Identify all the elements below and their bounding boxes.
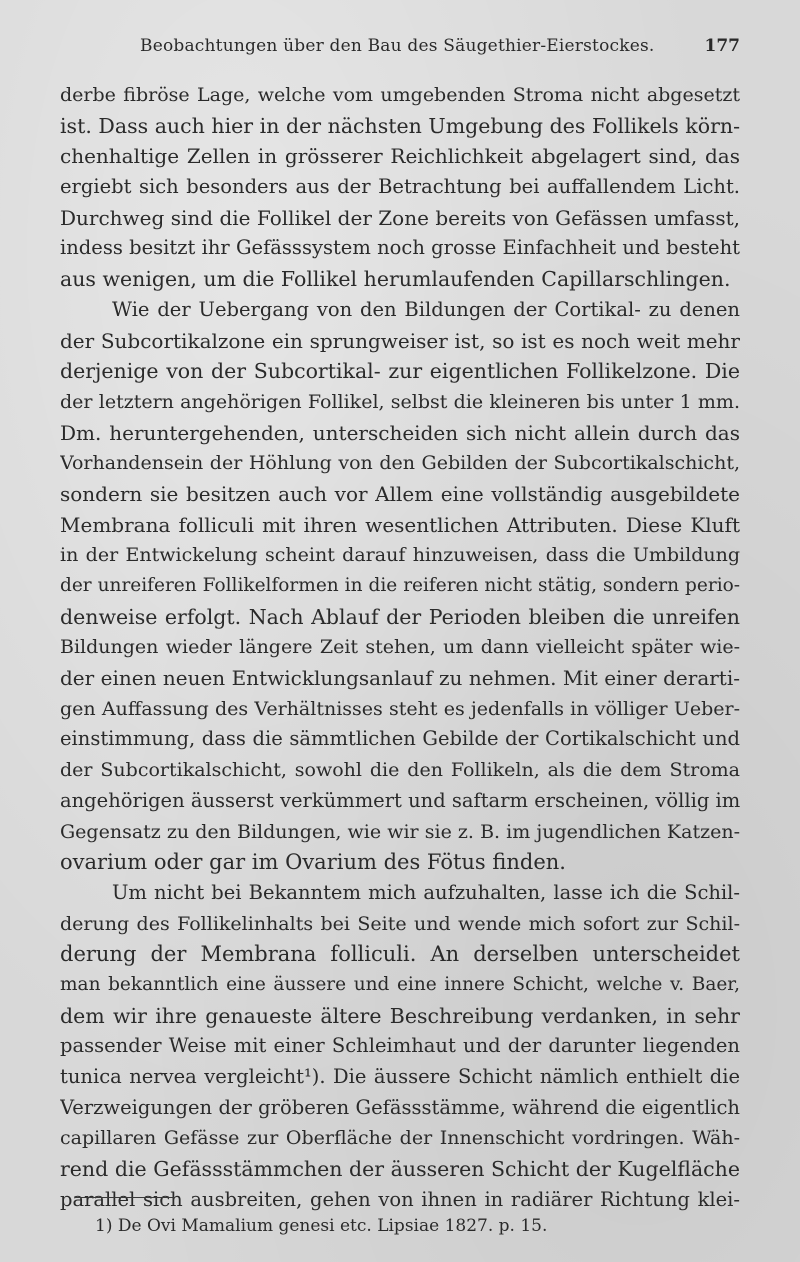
text-line: parallel sich ausbreiten, gehen von ihnen in radiärer Richtung klei- [60,1187,740,1211]
text-line: capillaren Gefässe zur Oberfläche der Innenschicht vordringen. Wäh- [60,1127,740,1150]
text-line: aus wenigen, um die Follikel herumlaufenden Capillarschlingen. [60,267,731,292]
text-line: Wie der Uebergang von den Bildungen der Cortikal- zu denen [112,297,740,321]
text-line: derung der Membrana folliculi. An derselben unterscheidet [60,942,740,967]
page-number: 177 [704,36,740,56]
text-line: passender Weise mit einer Schleimhaut und der darunter liegenden [60,1034,740,1058]
text-line: derjenige von der Subcortikal- zur eigentlichen Follikelzone. Die [60,359,740,384]
text-line: indess besitzt ihr Gefässsystem noch grosse Einfachheit und besteht [60,236,740,260]
text-line: der Subcortikalzone ein sprungweiser ist, so ist es noch weit mehr [60,328,740,353]
text-line: man bekanntlich eine äussere und eine innere Schicht, welche v. Baer, [60,973,740,995]
text-line: der einen neuen Entwicklungsanlauf zu nehmen. Mit einer derarti- [60,666,740,691]
text-line: Durchweg sind die Follikel der Zone bereits von Gefässen umfasst, [60,205,740,230]
text-line: der letztern angehörigen Follikel, selbst die kleineren bis unter 1 mm. [60,390,740,413]
text-line: der Subcortikalschicht, sowohl die den Follikeln, als die dem Stroma [60,759,740,782]
text-line: einstimmung, dass die sämmtlichen Gebilde der Cortikalschicht und [60,727,740,751]
text-line: chenhaltige Zellen in grösserer Reichlichkeit abgelagert sind, das [60,144,740,169]
text-line: Gegensatz zu den Bildungen, wie wir sie z. B. im jugendlichen Katzen- [60,820,740,843]
text-line: denweise erfolgt. Nach Ablauf der Perioden bleiben die unreifen [60,604,740,629]
text-line: Verzweigungen der gröberen Gefässstämme, während die eigentlich [60,1095,740,1119]
text-line: tunica nervea vergleicht¹). Die äussere Schicht nämlich enthielt die [60,1065,740,1088]
footnote-divider [75,1197,175,1198]
text-line: Bildungen wieder längere Zeit stehen, um dann vielleicht später wie- [60,636,740,659]
running-header-title: Beobachtungen über den Bau des Säugethier-Eierstockes. [140,36,655,56]
running-header [60,34,740,62]
text-line: der unreiferen Follikelformen in die reiferen nicht stätig, sondern perio- [60,575,740,596]
text-line: sondern sie besitzen auch vor Allem eine vollständig ausgebildete [60,481,740,506]
text-line: rend die Gefässstämmchen der äusseren Schicht der Kugelfläche [60,1157,740,1182]
text-line: angehörigen äusserst verkümmert und saftarm erscheinen, völlig im [60,788,740,812]
footnote: 1) De Ovi Mamalium genesi etc. Lipsiae 1827. p. 15. [95,1216,548,1236]
body-text [60,80,740,1215]
text-line: gen Auffassung des Verhältnisses steht es jedenfalls in völliger Ueber- [60,697,740,720]
text-line: Membrana folliculi mit ihren wesentlichen Attributen. Diese Kluft [60,512,740,537]
text-line: derbe fibröse Lage, welche vom umgebenden Stroma nicht abgesetzt [60,84,740,106]
text-line: dem wir ihre genaueste ältere Beschreibung verdanken, in sehr [60,1003,740,1028]
text-line: Vorhandensein der Höhlung von den Gebilden der Subcortikalschicht, [60,452,740,475]
text-line: ergiebt sich besonders aus der Betrachtung bei auffallendem Licht. [60,175,740,199]
text-line: Um nicht bei Bekanntem mich aufzuhalten, lasse ich die Schil- [112,880,740,904]
text-line: in der Entwickelung scheint darauf hinzuweisen, dass die Umbildung [60,544,740,567]
text-line: ovarium oder gar im Ovarium des Fötus finden. [60,850,566,875]
text-line: ist. Dass auch hier in der nächsten Umgebung des Follikels körn- [60,113,740,138]
text-line: derung des Follikelinhalts bei Seite und wende mich sofort zur Schil- [60,912,740,935]
text-line: Dm. heruntergehenden, unterscheiden sich nicht allein durch das [60,420,740,445]
